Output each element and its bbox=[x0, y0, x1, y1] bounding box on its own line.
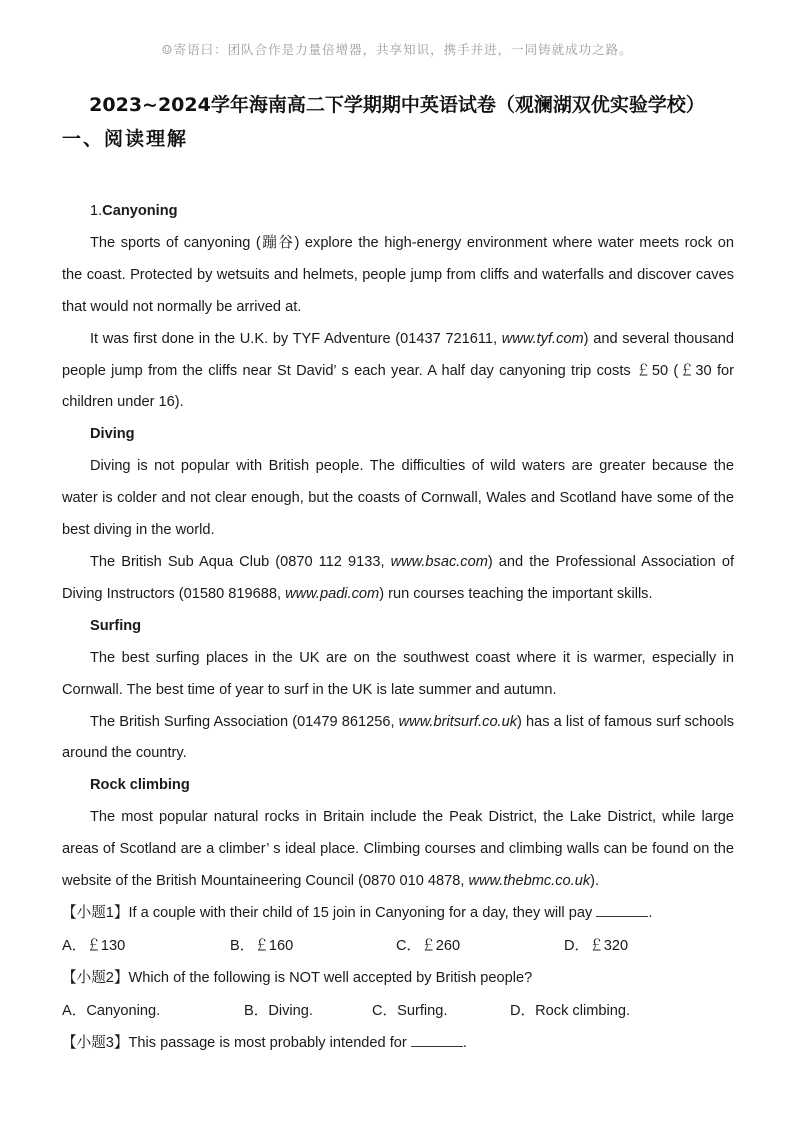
question-1-options bbox=[62, 930, 734, 963]
passage-heading-canyoning bbox=[62, 196, 734, 228]
question-suffix: . bbox=[462, 1034, 467, 1051]
diving-paragraph-2 bbox=[62, 547, 734, 611]
canyoning-heading: Canyoning bbox=[102, 203, 178, 219]
option-b[interactable]: B．Diving. bbox=[244, 1002, 313, 1019]
canyoning-paragraph-2 bbox=[62, 324, 734, 420]
text-segment: ) has a list of famous surf schools around the country. bbox=[62, 713, 734, 762]
bmc-url: www.thebmc.co.uk bbox=[468, 873, 591, 890]
question-suffix: . bbox=[648, 904, 653, 921]
option-a[interactable]: A．Canyoning. bbox=[62, 1002, 161, 1019]
answer-blank[interactable] bbox=[596, 900, 648, 917]
exam-title: 2023~2024学年海南高二下学期期中英语试卷（观澜湖双优实验学校） bbox=[89, 94, 705, 116]
bsac-url: www.bsac.com bbox=[390, 553, 488, 570]
diving-paragraph-1: Diving is not popular with British people. The difficulties of wild waters are greater because the water is colder and not clear enough, but the coasts of Cornwall, Wales and Scotland have some of the best diving in the world. bbox=[62, 458, 734, 539]
text-segment: ) and the Professional Association of Diving Instructors (01580 819688, bbox=[62, 553, 734, 602]
question-2 bbox=[62, 963, 734, 995]
section-heading: 一、阅读理解 bbox=[62, 128, 189, 150]
question-label: 【小题1】 bbox=[62, 904, 129, 921]
surfing-heading: Surfing bbox=[90, 617, 142, 634]
surfing-paragraph-1: The best surfing places in the UK are on the southwest coast where it is warmer, especially in Cornwall. The best time of year to surf in the UK is late summer and autumn. bbox=[62, 649, 734, 698]
text-segment: It was first done in the U.K. by TYF Adventure (01437 721611, bbox=[90, 330, 502, 347]
text-segment: ) run courses teaching the important skills. bbox=[379, 585, 653, 602]
climbing-paragraph-1 bbox=[62, 802, 734, 898]
option-c[interactable]: C．￡260 bbox=[396, 937, 461, 954]
question-text: This passage is most probably intended for bbox=[128, 1034, 411, 1051]
question-text: If a couple with their child of 15 join in Canyoning for a day, they will pay bbox=[128, 904, 597, 921]
text-segment: ). bbox=[590, 873, 600, 890]
text-segment: The British Surfing Association (01479 861256, bbox=[90, 713, 399, 730]
climbing-heading: Rock climbing bbox=[90, 777, 190, 794]
question-1 bbox=[62, 898, 734, 930]
padi-url: www.padi.com bbox=[285, 585, 380, 602]
option-c[interactable]: C．Surfing. bbox=[372, 1002, 448, 1019]
header-motto: ☺寄语曰：团队合作是力量倍增器，共享知识，携手并进，一同铸就成功之路。 bbox=[161, 42, 633, 57]
question-number: 1. bbox=[90, 203, 103, 219]
question-2-options bbox=[62, 995, 734, 1028]
option-d[interactable]: D．Rock climbing. bbox=[510, 1002, 631, 1019]
diving-heading: Diving bbox=[90, 426, 135, 443]
surfing-paragraph-2 bbox=[62, 707, 734, 771]
text-segment: The British Sub Aqua Club (0870 112 9133, bbox=[90, 553, 391, 570]
text-segment: ) and several thousand people jump from the cliffs near St David’ s each year. A half day canyoning trip costs ￡50 (￡30 for children under 16). bbox=[62, 330, 735, 411]
option-d[interactable]: D．￡320 bbox=[564, 937, 629, 954]
question-text: Which of the following is NOT well accepted by British people? bbox=[128, 969, 533, 986]
canyoning-paragraph-1: The sports of canyoning (蹦谷) explore the high-energy environment where water meets rock on the coast. Protected by wetsuits and helmets, people jump from cliffs and waterfalls and discover caves that would not normally be arrived at. bbox=[62, 234, 734, 315]
tyf-url: www.tyf.com bbox=[501, 330, 584, 347]
text-segment: The most popular natural rocks in Britain include the Peak District, the Lake District, while large areas of Scotland are a climber’ s ideal place. Climbing courses and climbing walls can be found on the website of the British Mountaineering Council (0870 010 4878, bbox=[62, 809, 734, 890]
answer-blank[interactable] bbox=[411, 1030, 463, 1047]
question-label: 【小题2】 bbox=[62, 969, 129, 986]
question-3 bbox=[62, 1028, 734, 1060]
option-b[interactable]: B．￡160 bbox=[230, 937, 294, 954]
britsurf-url: www.britsurf.co.uk bbox=[398, 713, 518, 730]
option-a[interactable]: A．￡130 bbox=[62, 937, 126, 954]
reading-passage bbox=[62, 196, 734, 1060]
question-label: 【小题3】 bbox=[62, 1034, 129, 1051]
